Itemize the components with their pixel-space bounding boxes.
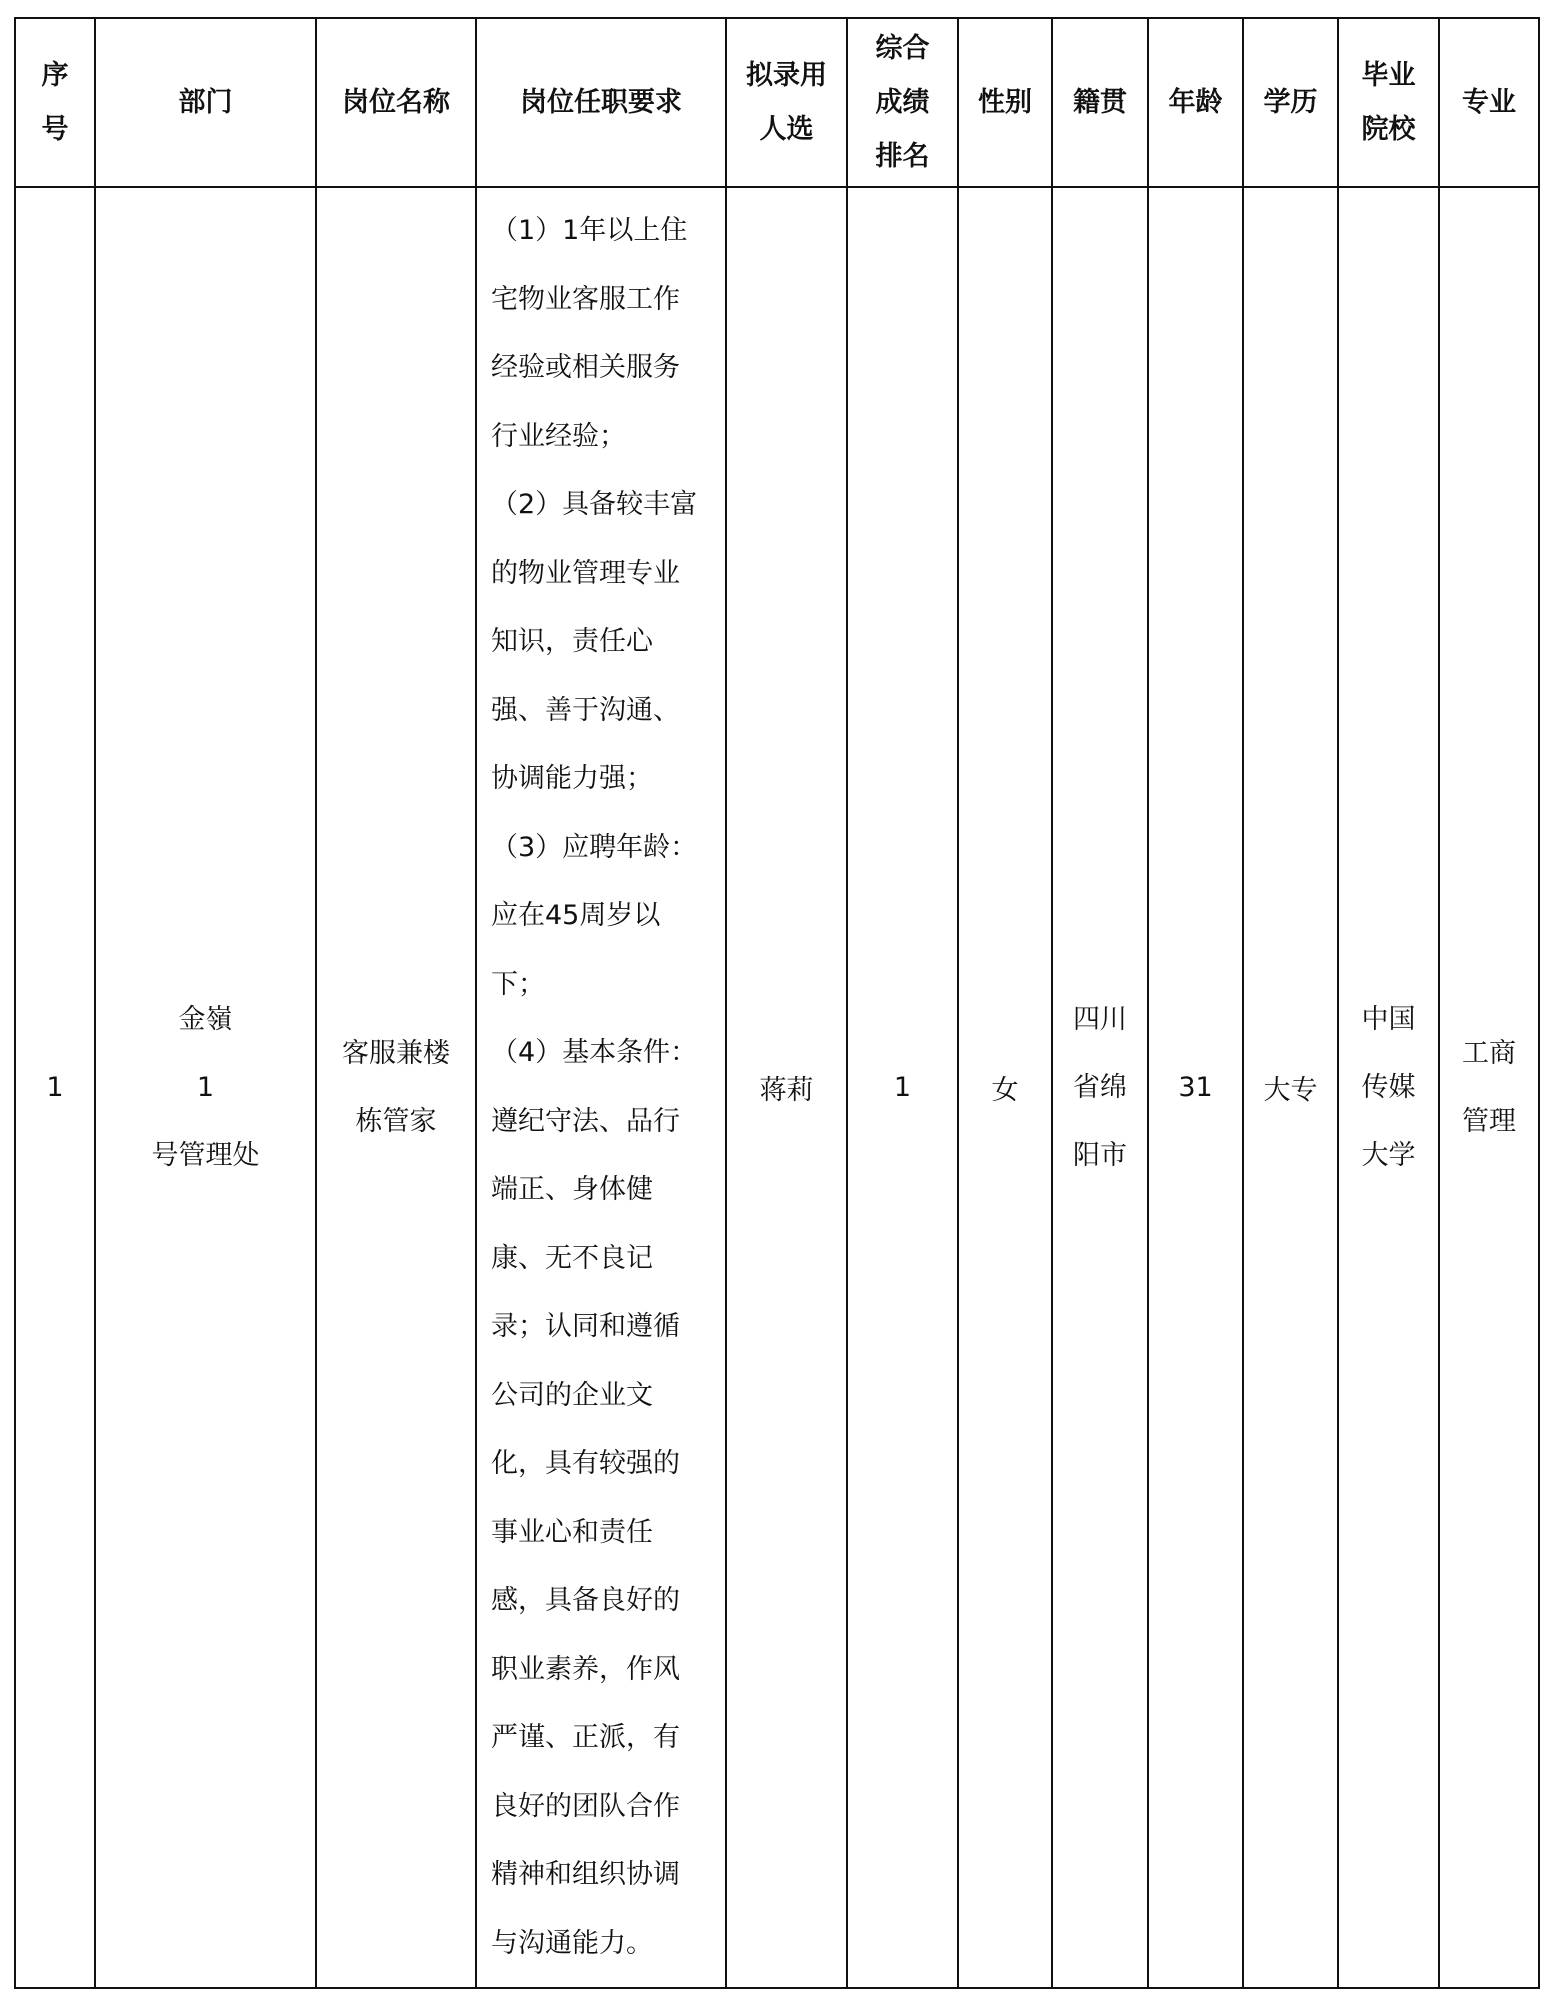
cell-major <box>1439 187 1539 1988</box>
cell-origin-line-2: 省绵 <box>1073 1071 1127 1103</box>
header-school-line-2: 院校 <box>1361 113 1416 145</box>
header-rank-line-1: 综合 <box>875 32 930 64</box>
table-row <box>15 187 1539 1988</box>
cell-major-line-2: 管理 <box>1462 1105 1516 1137</box>
header-requirements: 岗位任职要求 <box>476 18 726 187</box>
header-rank-line-2: 成绩 <box>875 86 930 118</box>
requirement-line: 严谨、正派，有 <box>491 1722 680 1753</box>
cell-origin-line-3: 阳市 <box>1073 1139 1127 1171</box>
header-rank <box>847 18 958 187</box>
cell-dept <box>95 187 316 1988</box>
cell-education: 大专 <box>1243 187 1338 1988</box>
header-school-line-1: 毕业 <box>1361 59 1416 91</box>
requirement-line: 端正、身体健 <box>491 1174 653 1205</box>
cell-school-line-1: 中国 <box>1361 1003 1416 1035</box>
requirement-line: 经验或相关服务 <box>491 352 680 383</box>
requirement-line: 良好的团队合作 <box>491 1790 680 1822</box>
recruitment-table <box>14 17 1540 1989</box>
requirement-line: 行业经验； <box>491 420 626 452</box>
cell-dept-line-2: 1 <box>196 1071 215 1103</box>
requirement-line: 职业素养，作风 <box>491 1653 680 1685</box>
header-candidate-line-2: 人选 <box>759 113 814 145</box>
header-candidate <box>726 18 847 187</box>
cell-seq: 1 <box>15 187 95 1988</box>
cell-age: 31 <box>1148 187 1243 1988</box>
requirement-line: 遵纪守法、品行 <box>491 1105 680 1137</box>
requirement-line: （3）应聘年龄： <box>491 831 698 863</box>
cell-candidate: 蒋莉 <box>726 187 847 1988</box>
requirement-line: 精神和组织协调 <box>491 1859 680 1890</box>
cell-requirements <box>476 187 726 1988</box>
requirement-line: 下； <box>491 968 545 1000</box>
requirement-line: 协调能力强； <box>491 763 653 794</box>
header-rank-line-3: 排名 <box>875 140 930 172</box>
header-dept: 部门 <box>95 18 316 187</box>
header-candidate-line-1: 拟录用 <box>746 59 827 91</box>
header-school <box>1338 18 1439 187</box>
cell-dept-line-3: 号管理处 <box>151 1139 260 1171</box>
cell-school-line-2: 传媒 <box>1361 1071 1416 1103</box>
cell-post-name <box>316 187 476 1988</box>
cell-major-line-1: 工商 <box>1462 1037 1516 1069</box>
header-seq <box>15 18 95 187</box>
header-origin: 籍贯 <box>1052 18 1148 187</box>
requirement-line: 与沟通能力。 <box>491 1927 653 1959</box>
requirement-line: 的物业管理专业 <box>491 557 680 589</box>
requirement-line: （1）1年以上住 <box>491 215 688 246</box>
requirement-line: （4）基本条件： <box>491 1037 698 1068</box>
requirement-line: （2）具备较丰富 <box>491 489 698 520</box>
cell-origin <box>1052 187 1148 1988</box>
header-seq-line-1: 序 <box>41 59 69 91</box>
header-major: 专业 <box>1439 18 1539 187</box>
header-gender: 性别 <box>958 18 1052 187</box>
cell-origin-line-1: 四川 <box>1073 1003 1127 1035</box>
requirement-line: 公司的企业文 <box>491 1379 653 1411</box>
header-row <box>15 18 1539 187</box>
requirement-line: 感，具备良好的 <box>491 1585 680 1616</box>
requirement-line: 事业心和责任 <box>491 1516 653 1548</box>
header-seq-line-2: 号 <box>41 113 69 145</box>
requirement-line: 强、善于沟通、 <box>491 694 680 726</box>
cell-school-line-3: 大学 <box>1361 1139 1416 1171</box>
requirement-line: 化，具有较强的 <box>491 1448 680 1479</box>
requirement-line: 录；认同和遵循 <box>491 1311 680 1342</box>
header-age: 年龄 <box>1148 18 1243 187</box>
cell-dept-line-1: 金嶺 <box>178 1003 233 1035</box>
cell-post-name-line-2: 栋管家 <box>355 1105 437 1137</box>
cell-school <box>1338 187 1439 1988</box>
cell-post-name-line-1: 客服兼楼 <box>342 1037 450 1069</box>
cell-rank: 1 <box>847 187 958 1988</box>
requirement-line: 宅物业客服工作 <box>491 283 680 315</box>
header-post-name: 岗位名称 <box>316 18 476 187</box>
requirement-line: 康、无不良记 <box>491 1242 653 1274</box>
requirement-line: 应在45周岁以 <box>491 900 661 931</box>
header-education: 学历 <box>1243 18 1338 187</box>
cell-gender: 女 <box>958 187 1052 1988</box>
requirement-line: 知识，责任心 <box>491 626 653 657</box>
